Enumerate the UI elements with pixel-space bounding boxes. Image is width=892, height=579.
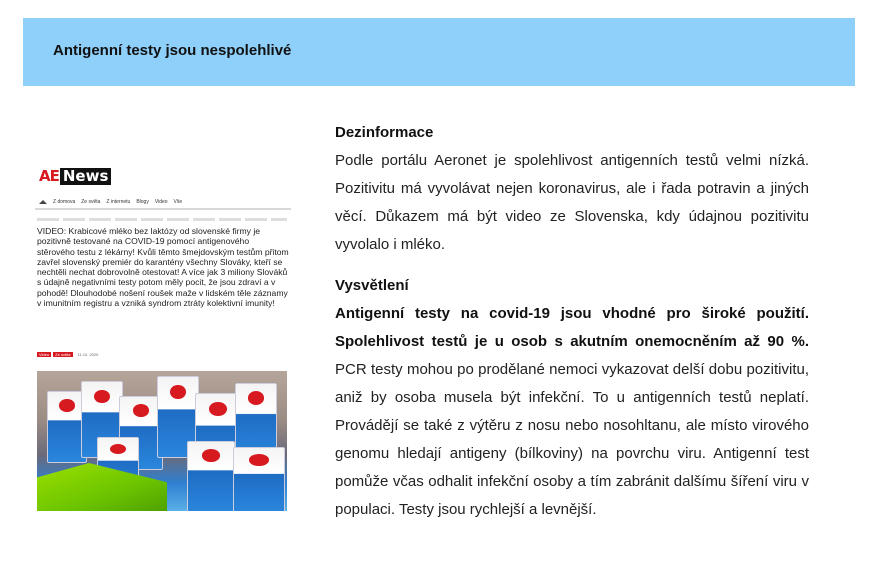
explain-text: PCR testy mohou po prodělané nemoci vykazovat delší dobu pozitivitu, aniž by osoba musela být infekční. To u antigenních testů neplatí. Provádějí se také z výtěru z nosu nebo nosohltanu, ale místo virového genomu hledají antigeny (bílkoviny) na povrchu viru. Antigenní test pomůže včas odhalit infekční osoby a tím zabránit dalšímu šíření viru v populaci. Testy jsou rychlejší a levnější. bbox=[335, 361, 809, 518]
tag-badge: Video bbox=[39, 352, 50, 357]
green-bag bbox=[37, 463, 167, 511]
nav-item: Ze světa bbox=[81, 199, 101, 205]
logo-ae: AE bbox=[39, 167, 59, 185]
site-nav bbox=[35, 196, 291, 210]
nav-item: Blogy bbox=[136, 199, 149, 205]
article-screenshot bbox=[35, 158, 291, 515]
nav-item: Vše bbox=[173, 199, 183, 205]
explain-heading: Vysvětlení bbox=[335, 277, 409, 294]
aenews-logo bbox=[39, 167, 111, 185]
logo-news: News bbox=[60, 168, 112, 185]
page-title: Antigenní testy jsou nespolehlivé bbox=[53, 41, 292, 59]
disinfo-heading: Dezinformace bbox=[335, 124, 434, 141]
explain-paragraph bbox=[335, 300, 809, 524]
breadcrumb bbox=[37, 218, 287, 221]
home-icon bbox=[39, 200, 47, 204]
article-headline: VIDEO: Krabicové mléko bez laktózy od slovenské firmy je pozitivně testované na COVID-19 pomocí antigenového stěrového testu z lékárny! Kvůli těmto šmejdovským testům přitom zavřel slovenský premiér do karantény všechny Slováky, kteří se nechtěli nechat dobrovolně otestovat! A více jak 3 miliony Slováků s údajně negativními testy potom měly pocit, že jsou zdraví a v pohodě! Dlouhodobé nošení roušek maže v lidském těle záznamy v imunitním registru a vzniká syndrom ztráty kolektivní imunity! bbox=[37, 226, 289, 309]
tag-badge: Ze světa bbox=[55, 352, 71, 357]
title-banner bbox=[23, 18, 855, 86]
nav-item: Z internetu bbox=[106, 199, 131, 205]
disinfo-text: Podle portálu Aeronet je spolehlivost antigenních testů velmi nízká. Pozitivitu má vyvolávat nejen koronavirus, ale i řada potravin a jiných věcí. Důkazem má být video ze Slovenska, kdy údajnou pozitivitu vyvolalo i mléko. bbox=[335, 152, 809, 253]
milk-cartons-photo bbox=[37, 371, 287, 511]
explain-bold-text: Antigenní testy na covid-19 jsou vhodné pro široké použití. Spolehlivost testů je u osob s akutním onemocněním až 90 %. bbox=[335, 305, 809, 350]
article-tags bbox=[37, 352, 98, 357]
nav-item: Z domova bbox=[53, 199, 76, 205]
article-content bbox=[335, 119, 809, 524]
article-date: 11.10. 2020 bbox=[77, 352, 99, 357]
nav-item: Video bbox=[154, 199, 168, 205]
